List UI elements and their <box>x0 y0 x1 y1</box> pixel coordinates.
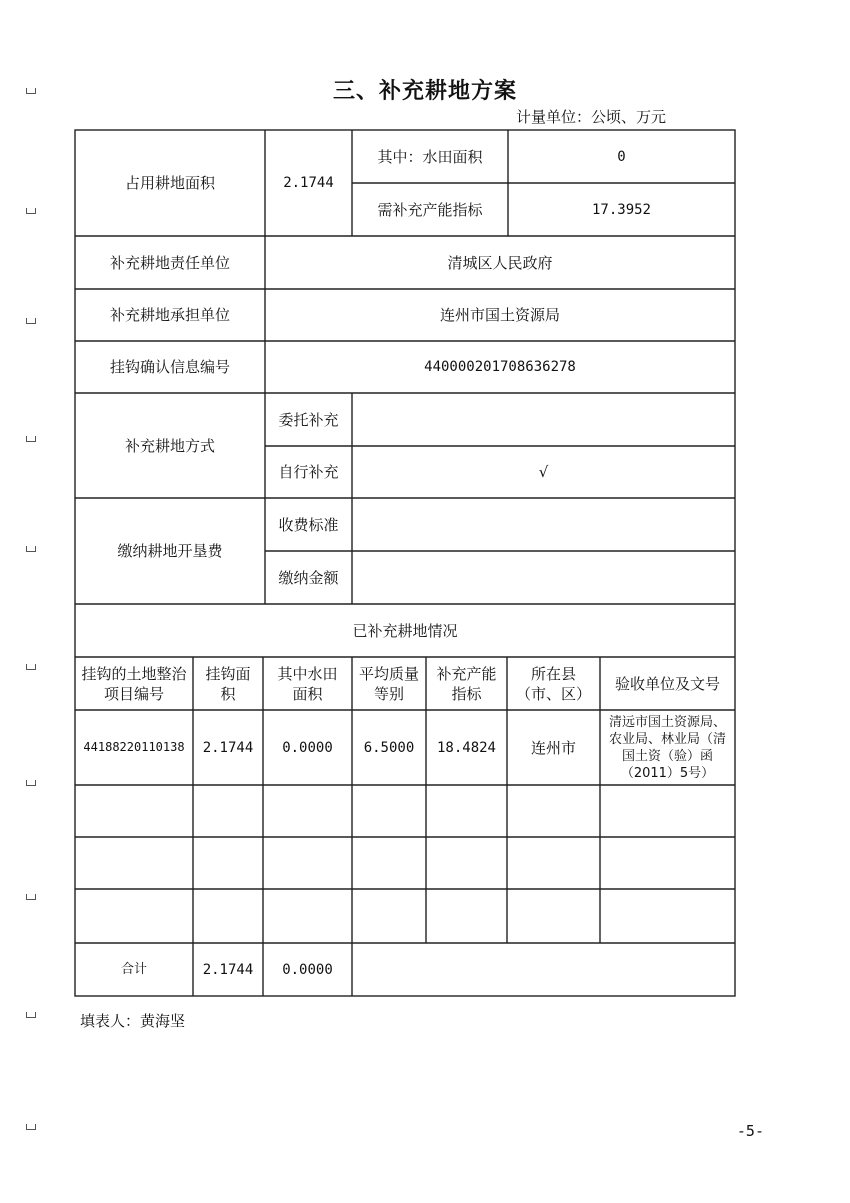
column-header: 平均质量等别 <box>358 664 419 703</box>
cell-project-id <box>75 785 193 837</box>
cell-capacity: 18.4824 <box>436 739 496 756</box>
hook-id-value: 440000201708636278 <box>424 359 576 375</box>
cell-area: 2.1744 <box>202 739 254 756</box>
hook-id-label: 挂钩确认信息编号 <box>109 358 230 376</box>
cell-project-id <box>75 889 193 943</box>
paddy-area-value: 0 <box>617 148 626 165</box>
cell-project-id <box>75 837 193 889</box>
fee-amount-value <box>352 551 735 604</box>
cell-paddy-area: 0.0000 <box>282 739 333 756</box>
fee-label: 缴纳耕地开垦费 <box>117 542 223 560</box>
undertaker-unit-value: 连州市国土资源局 <box>439 306 560 324</box>
cell-acceptance: 清远市国土资源局、农业局、林业局（清国土资（验）函（2011）5号） <box>608 714 726 781</box>
occupied-area-value: 2.1744 <box>283 175 334 191</box>
method-entrust-label: 委托补充 <box>278 410 339 429</box>
cell-county: 连州市 <box>530 738 576 757</box>
capacity-required-label: 需补充产能指标 <box>377 200 483 219</box>
occupied-area-label: 占用耕地面积 <box>124 174 215 192</box>
column-header: 其中水田面积 <box>277 664 338 703</box>
column-header: 所在县（市、区） <box>515 664 591 703</box>
paddy-area-label: 其中：水田面积 <box>377 147 483 166</box>
fee-amount-label: 缴纳金额 <box>278 568 339 587</box>
total-label: 合计 <box>120 962 147 977</box>
method-self-checkmark: √ <box>538 463 549 481</box>
total-paddy-area: 0.0000 <box>282 961 333 978</box>
fee-standard-value <box>352 498 735 551</box>
cell-project-id: 44188220110138 <box>83 740 185 754</box>
fee-standard-label: 收费标准 <box>278 515 339 534</box>
unit-note: 计量单位：公顷、万元 <box>515 108 666 126</box>
total-area: 2.1744 <box>202 961 254 978</box>
cell-grade: 6.5000 <box>363 739 415 756</box>
page-title: 三、补充耕地方案 <box>332 79 517 104</box>
capacity-required-value: 17.3952 <box>591 201 651 218</box>
page-number: -5- <box>736 1122 764 1140</box>
responsible-unit-value: 清城区人民政府 <box>447 253 553 272</box>
column-header: 挂钩的土地整治项目编号 <box>81 664 187 703</box>
responsible-unit-label: 补充耕地责任单位 <box>109 253 230 272</box>
form-filler: 填表人：黄海坚 <box>80 1012 186 1030</box>
column-header: 挂钩面积 <box>205 664 251 703</box>
column-header: 补充产能指标 <box>436 664 497 703</box>
method-label: 补充耕地方式 <box>124 436 215 455</box>
undertaker-unit-label: 补充耕地承担单位 <box>109 306 230 324</box>
column-header: 验收单位及文号 <box>614 674 720 693</box>
method-self-label: 自行补充 <box>278 463 339 481</box>
section-title: 已补充耕地情况 <box>352 621 458 640</box>
method-entrust-value <box>352 393 735 446</box>
